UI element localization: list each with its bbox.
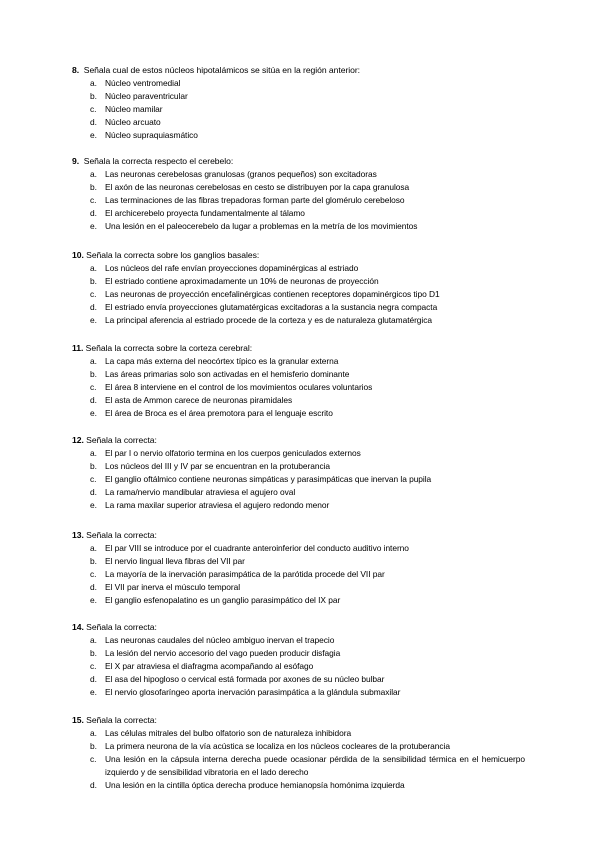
option-letter: c. [90, 754, 97, 764]
question-10 [72, 249, 592, 327]
question-text: Señala la correcta respecto el cerebelo: [83, 156, 234, 166]
option-text: El ganglio esfenopalatino es un ganglio parasimpático del IX par [105, 595, 341, 605]
question-11 [72, 342, 592, 420]
answer-option-e [72, 407, 592, 420]
option-letter: b. [90, 648, 97, 658]
option-letter: e. [90, 595, 97, 605]
option-letter: d. [90, 582, 97, 592]
question-prompt [72, 434, 592, 447]
option-text: Las células mitrales del bulbo olfatorio son de naturaleza inhibidora [105, 728, 352, 738]
option-letter: d. [90, 780, 97, 790]
question-prompt [72, 249, 592, 262]
answer-option-a [72, 634, 592, 647]
option-text: Las terminaciones de las fibras trepadoras forman parte del glomérulo cerebeloso [105, 195, 405, 205]
option-letter: a. [90, 169, 97, 179]
question-prompt [72, 342, 592, 355]
option-letter: c. [90, 474, 97, 484]
option-text: El estriado envía proyecciones glutamatérgicas excitadoras a la sustancia negra compacta [105, 302, 438, 312]
answer-option-b [72, 90, 592, 103]
question-text: Señala la correcta sobre la corteza cerebral: [85, 343, 253, 353]
option-text: Las áreas primarias solo son activadas en el hemisferio dominante [105, 369, 350, 379]
question-text: Señala la correcta: [86, 622, 157, 632]
question-8 [72, 64, 592, 142]
answer-option-d [72, 581, 592, 594]
answer-option-b [72, 275, 592, 288]
option-letter: b. [90, 556, 97, 566]
option-letter: e. [90, 130, 97, 140]
option-letter: b. [90, 182, 97, 192]
answer-option-b [72, 555, 592, 568]
option-text: El asta de Ammon carece de neuronas piramidales [105, 395, 293, 405]
option-letter: c. [90, 104, 97, 114]
option-text: El área 8 interviene en el control de los movimientos oculares voluntarios [105, 382, 373, 392]
answer-option-c [72, 194, 592, 207]
option-letter: e. [90, 500, 97, 510]
answer-option-b [72, 368, 592, 381]
question-number: 12. [72, 435, 84, 445]
option-letter: d. [90, 395, 97, 405]
option-text: El nervio glosofaríngeo aporta inervación parasimpática a la glándula submaxilar [105, 687, 401, 697]
answer-option-b [72, 647, 592, 660]
answer-option-a [72, 168, 592, 181]
option-text: Las neuronas caudales del núcleo ambiguo inervan el trapecio [105, 635, 335, 645]
option-letter: e. [90, 408, 97, 418]
question-text: Señala la correcta: [86, 435, 157, 445]
option-text: El área de Broca es el área premotora para el lenguaje escrito [105, 408, 333, 418]
answer-option-c [72, 103, 592, 116]
option-text: La primera neurona de la vía acústica se localiza en los núcleos cocleares de la protuberancia [105, 741, 450, 751]
option-letter: a. [90, 635, 97, 645]
option-text: La lesión del nervio accesorio del vago pueden producir disfagia [105, 648, 341, 658]
option-letter: c. [90, 569, 97, 579]
answer-option-d [72, 779, 592, 792]
question-text: Señala la correcta sobre los ganglios basales: [86, 250, 260, 260]
option-letter: d. [90, 487, 97, 497]
option-text: El estriado contiene aproximadamente un 10% de neuronas de proyección [105, 276, 379, 286]
question-number: 14. [72, 622, 84, 632]
answer-option-e [72, 594, 592, 607]
option-text: Las neuronas cerebelosas granulosas (granos pequeños) son excitadoras [105, 169, 377, 179]
option-letter: d. [90, 302, 97, 312]
option-letter: d. [90, 674, 97, 684]
question-15 [72, 714, 592, 792]
question-12 [72, 434, 592, 512]
option-letter: d. [90, 117, 97, 127]
question-text: Señala la correcta: [86, 530, 157, 540]
option-text: Núcleo arcuato [105, 117, 161, 127]
option-text: El axón de las neuronas cerebelosas en cesto se distribuyen por la capa granulosa [105, 182, 410, 192]
option-letter: e. [90, 687, 97, 697]
answer-option-e [72, 129, 592, 142]
option-letter: b. [90, 741, 97, 751]
option-text: Núcleo ventromedial [105, 78, 181, 88]
option-letter: e. [90, 315, 97, 325]
option-text: El ganglio oftálmico contiene neuronas simpáticas y parasimpáticas que inervan la pupila [105, 474, 432, 484]
option-letter: c. [90, 289, 97, 299]
answer-option-d [72, 394, 592, 407]
answer-option-a [72, 77, 592, 90]
option-text: La mayoría de la inervación parasimpática de la parótida procede del VII par [105, 569, 385, 579]
option-letter: b. [90, 461, 97, 471]
answer-option-c [72, 381, 592, 394]
option-letter: b. [90, 91, 97, 101]
option-letter: a. [90, 263, 97, 273]
answer-option-e [72, 499, 592, 512]
option-text: Núcleo supraquiasmático [105, 130, 198, 140]
answer-option-b [72, 460, 592, 473]
question-prompt [72, 714, 592, 727]
question-prompt [72, 64, 592, 77]
question-number: 8. [72, 65, 80, 75]
answer-option-d [72, 486, 592, 499]
answer-option-a [72, 262, 592, 275]
option-letter: b. [90, 369, 97, 379]
question-prompt [72, 621, 592, 634]
option-text: Los núcleos del rafe envían proyecciones dopaminérgicas al estriado [105, 263, 359, 273]
question-number: 9. [72, 156, 80, 166]
answer-option-c [72, 473, 592, 486]
question-number: 11. [72, 343, 84, 353]
answer-option-c [72, 288, 592, 301]
option-text: La capa más externa del neocórtex típico es la granular externa [105, 356, 339, 366]
option-text: El par VIII se introduce por el cuadrante anteroinferior del conducto auditivo interno [105, 543, 409, 553]
option-letter: a. [90, 728, 97, 738]
answer-option-d [72, 673, 592, 686]
option-letter: a. [90, 543, 97, 553]
option-letter: d. [90, 208, 97, 218]
option-letter: a. [90, 356, 97, 366]
option-text: Núcleo paraventricular [105, 91, 188, 101]
option-letter: b. [90, 276, 97, 286]
answer-option-d [72, 207, 592, 220]
option-text: Una lesión en la cápsula interna derecha puede ocasionar pérdida de la sensibilidad térmica en el hemicuerpo izquierdo y de sensibilidad vibratoria en el lado derecho [105, 754, 525, 777]
answer-option-c [72, 568, 592, 581]
answer-option-d [72, 301, 592, 314]
option-text: El VII par inerva el músculo temporal [105, 582, 241, 592]
option-text: La rama maxilar superior atraviesa el agujero redondo menor [105, 500, 330, 510]
answer-option-c [72, 753, 592, 779]
question-14 [72, 621, 592, 699]
option-letter: c. [90, 195, 97, 205]
question-number: 13. [72, 530, 84, 540]
answer-option-a [72, 727, 592, 740]
question-prompt [72, 529, 592, 542]
option-letter: a. [90, 448, 97, 458]
option-text: Las neuronas de proyección encefalinérgicas contienen receptores dopaminérgicos tipo D1 [105, 289, 440, 299]
question-text: Señala cual de estos núcleos hipotalámicos se sitúa en la región anterior: [83, 65, 361, 75]
option-text: La principal aferencia al estriado procede de la corteza y es de naturaleza glutamatérgica [105, 315, 432, 325]
option-text: El asa del hipogloso o cervical está formada por axones de su núcleo bulbar [105, 674, 385, 684]
question-text: Señala la correcta: [86, 715, 157, 725]
question-prompt [72, 155, 592, 168]
answer-option-a [72, 355, 592, 368]
question-number: 15. [72, 715, 84, 725]
answer-option-c [72, 660, 592, 673]
answer-option-e [72, 220, 592, 233]
answer-option-b [72, 740, 592, 753]
option-text: El archicerebelo proyecta fundamentalmente al tálamo [105, 208, 305, 218]
answer-option-e [72, 686, 592, 699]
option-text: Núcleo mamilar [105, 104, 163, 114]
question-number: 10. [72, 250, 84, 260]
option-letter: c. [90, 382, 97, 392]
option-letter: c. [90, 661, 97, 671]
option-text: La rama/nervio mandibular atraviesa el agujero oval [105, 487, 296, 497]
option-text: El nervio lingual lleva fibras del VII par [105, 556, 245, 566]
answer-option-b [72, 181, 592, 194]
option-text: Los núcleos del III y IV par se encuentran en la protuberancia [105, 461, 331, 471]
option-letter: a. [90, 78, 97, 88]
answer-option-d [72, 116, 592, 129]
option-text: El par I o nervio olfatorio termina en los cuerpos geniculados externos [105, 448, 361, 458]
option-text: Una lesión en el paleocerebelo da lugar a problemas en la metría de los movimientos [105, 221, 418, 231]
answer-option-a [72, 542, 592, 555]
question-9 [72, 155, 592, 233]
answer-option-e [72, 314, 592, 327]
option-letter: e. [90, 221, 97, 231]
option-text: El X par atraviesa el diafragma acompañando al esófago [105, 661, 314, 671]
answer-option-a [72, 447, 592, 460]
question-13 [72, 529, 592, 607]
option-text: Una lesión en la cintilla óptica derecha produce hemianopsía homónima izquierda [105, 780, 405, 790]
